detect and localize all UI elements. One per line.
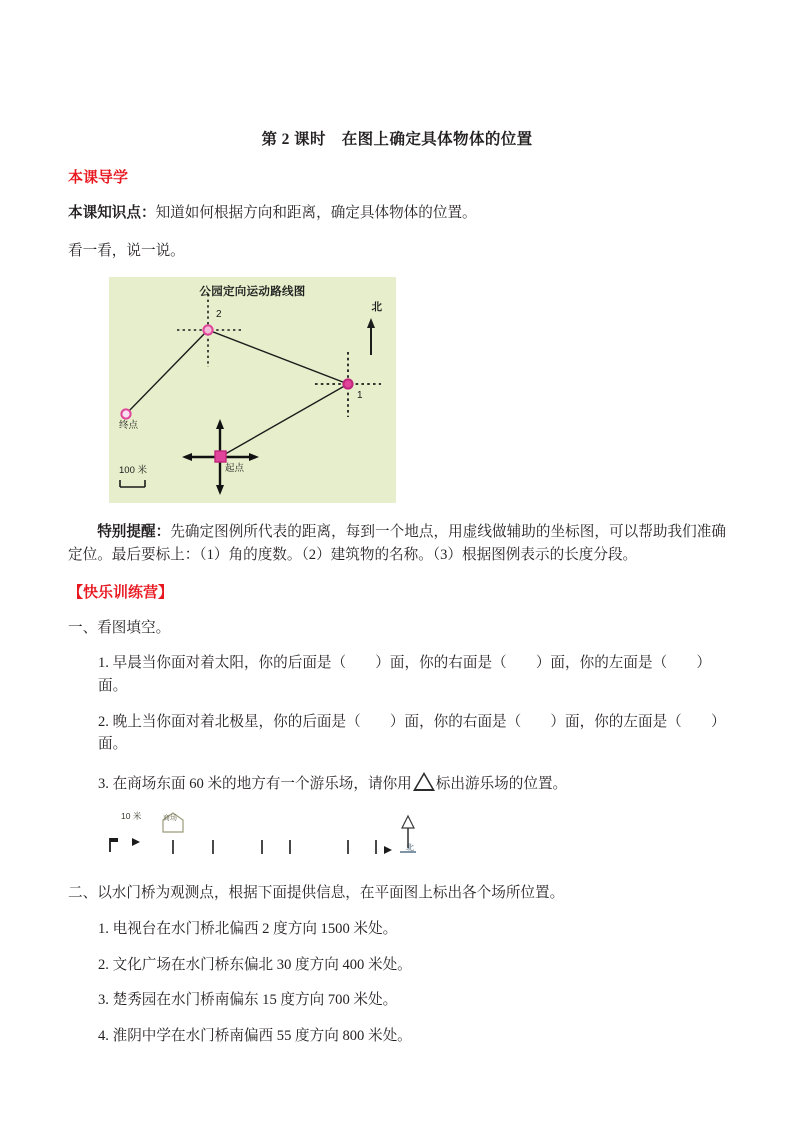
special-tip-text: 先确定图例所代表的距离，每到一个地点，用虚线做辅助的坐标图，可以帮助我们准确定位。最后要标上：（1）角的度数。（2）建筑物的名称。（3）根据图例表示的长度分段。 [68,524,726,564]
orienteering-map-figure-wrapper [68,277,726,503]
orienteering-map-figure [109,277,396,503]
ruler-north-arrowhead [402,816,414,828]
exercise-one-item-3 [68,769,726,796]
exercise-two-item-2: 2. 文化广场在水门桥东偏北 30 度方向 400 米处。 [98,956,412,973]
map-north-label: 北 [371,301,382,314]
ruler-figure [102,808,432,866]
triangle-icon [413,772,435,791]
page-title: 第 2 课时 在图上确定具体物体的位置 [261,131,533,148]
start-arrow-right [249,453,259,461]
ruler-mall-label: 商场 [163,815,177,823]
map-marker-point1 [343,380,352,389]
exercise-one-item-2: 2. 晚上当你面对着北极星，你的后面是（ ）面，你的右面是（ ）面，你的左面是（ ）面。 [98,713,726,753]
map-graphic [109,277,396,503]
map-point2-label: 2 [216,309,222,321]
map-scale-label: 100 米 [119,465,147,477]
exercise-one-item-1: 1. 早晨当你面对着太阳，你的后面是（ ）面，你的右面是（ ）面，你的左面是（ ）面。 [98,655,711,694]
page-content [68,128,726,1060]
exercise-one-item-3-part1: 3. 在商场东面 60 米的地方有一个游乐场，请你用 [98,775,412,792]
ruler-figure-wrapper [68,808,726,866]
knowledge-point-text: 知道如何根据方向和距离，确定具体物体的位置。 [155,205,477,222]
ruler-marker-left [132,838,140,846]
look-and-say-text: 看一看，说一说。 [68,242,185,259]
knowledge-point-paragraph [68,202,726,225]
ruler-graphic [102,808,432,866]
map-endpoint-label: 终点 [119,420,139,432]
map-startpoint-label: 起点 [225,463,245,475]
exercise-two-item-3: 3. 楚秀园在水门桥南偏东 15 度方向 700 米处。 [98,992,398,1009]
ruler-north-label: 北 [406,843,414,853]
route-path [126,330,348,457]
map-point1-label: 1 [357,390,363,402]
ruler-origin-flag [110,838,118,842]
section-heading-guide: 本课导学 [68,169,129,187]
exercise-one-item-3-part2: 标出游乐场的位置。 [435,775,568,792]
knowledge-point-label: 本课知识点： [68,205,156,222]
special-tip-paragraph [68,521,726,566]
exercise-two-item-4: 4. 淮阴中学在水门桥南偏西 55 度方向 800 米处。 [98,1027,412,1044]
exercise-two-heading: 二、以水门桥为观测点，根据下面提供信息，在平面图上标出各个场所位置。 [68,885,565,902]
map-north-arrow-head [367,318,375,328]
map-marker-point2 [203,326,212,335]
start-arrow-down [216,485,224,495]
start-arrow-left [182,453,192,461]
start-arrow-up [216,419,224,429]
ruler-marker-right [384,846,392,854]
section-heading-training: 【快乐训练营】 [68,583,174,601]
ruler-scale-label: 10 米 [121,811,142,822]
special-tip-label: 特别提醒： [97,524,171,541]
exercise-one-heading: 一、看图填空。 [68,619,171,636]
exercise-two-item-1: 1. 电视台在水门桥北偏西 2 度方向 1500 米处。 [98,920,398,937]
map-title: 公园定向运动路线图 [199,286,306,299]
